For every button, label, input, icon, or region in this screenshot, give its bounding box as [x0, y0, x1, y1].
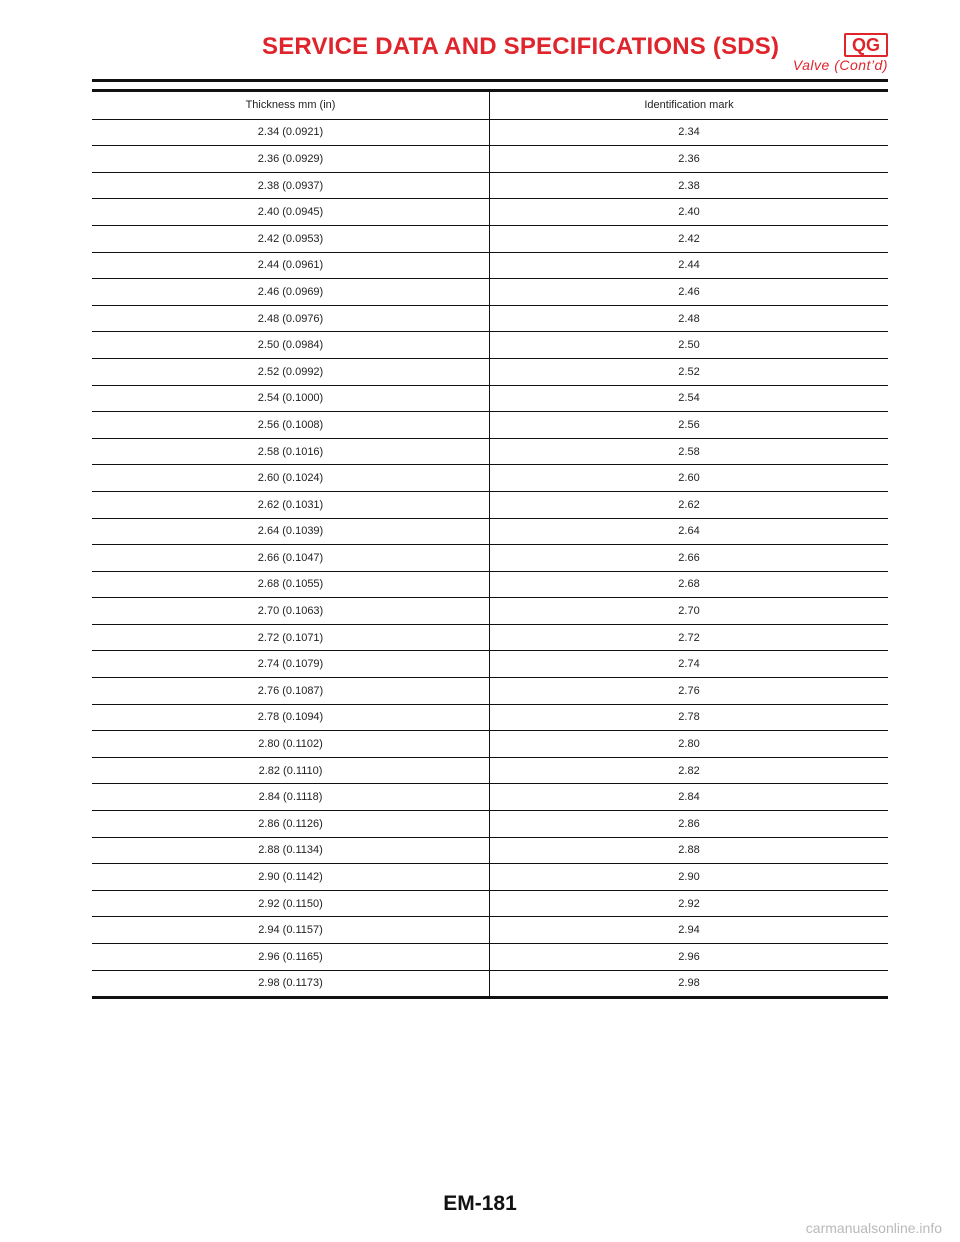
table-row	[92, 704, 888, 731]
identification-mark-cell: 2.80	[678, 738, 700, 751]
thickness-cell: 2.44 (0.0961)	[92, 253, 490, 279]
identification-mark-cell: 2.88	[678, 844, 700, 857]
identification-mark-cell: 2.72	[678, 631, 700, 644]
thickness-cell: 2.54 (0.1000)	[92, 386, 490, 412]
table-row	[92, 677, 888, 704]
table-row	[92, 597, 888, 624]
table-row	[92, 970, 888, 997]
thickness-cell: 2.62 (0.1031)	[92, 492, 490, 518]
table-row	[92, 252, 888, 279]
table-row	[92, 278, 888, 305]
table-row	[92, 491, 888, 518]
identification-mark-cell: 2.38	[678, 179, 700, 192]
thickness-cell: 2.66 (0.1047)	[92, 545, 490, 571]
thickness-cell: 2.98 (0.1173)	[92, 971, 490, 997]
table-row	[92, 544, 888, 571]
identification-mark-cell: 2.62	[678, 498, 700, 511]
table-row	[92, 650, 888, 677]
identification-mark-cell: 2.56	[678, 418, 700, 431]
table-row	[92, 916, 888, 943]
page-header	[92, 30, 888, 80]
table-row	[92, 757, 888, 784]
table-row	[92, 624, 888, 651]
thickness-cell: 2.80 (0.1102)	[92, 731, 490, 757]
thickness-cell: 2.74 (0.1079)	[92, 651, 490, 677]
thickness-cell: 2.86 (0.1126)	[92, 811, 490, 837]
identification-mark-cell: 2.90	[678, 871, 700, 884]
identification-mark-cell: 2.68	[678, 578, 700, 591]
thickness-cell: 2.42 (0.0953)	[92, 226, 490, 252]
table-row	[92, 863, 888, 890]
table-row	[92, 225, 888, 252]
identification-mark-cell: 2.66	[678, 551, 700, 564]
identification-mark-cell: 2.52	[678, 365, 700, 378]
identification-mark-cell: 2.70	[678, 605, 700, 618]
thickness-cell: 2.60 (0.1024)	[92, 465, 490, 491]
identification-mark-cell: 2.54	[678, 392, 700, 405]
table-row	[92, 385, 888, 412]
table-row	[92, 145, 888, 172]
thickness-cell: 2.88 (0.1134)	[92, 838, 490, 864]
thickness-cell: 2.82 (0.1110)	[92, 758, 490, 784]
section-subtitle: Valve (Cont’d)	[792, 57, 888, 73]
page-number: EM-181	[443, 1192, 517, 1215]
column-header-identification: Identification mark	[644, 99, 734, 112]
thickness-cell: 2.52 (0.0992)	[92, 359, 490, 385]
thickness-cell: 2.76 (0.1087)	[92, 678, 490, 704]
table-row	[92, 890, 888, 917]
thickness-cell: 2.84 (0.1118)	[92, 784, 490, 810]
thickness-cell: 2.34 (0.0921)	[92, 120, 490, 146]
identification-mark-cell: 2.34	[678, 126, 700, 139]
thickness-cell: 2.92 (0.1150)	[92, 891, 490, 917]
thickness-cell: 2.68 (0.1055)	[92, 572, 490, 598]
thickness-table	[92, 89, 888, 999]
table-row	[92, 198, 888, 225]
table-row	[92, 411, 888, 438]
thickness-cell: 2.90 (0.1142)	[92, 864, 490, 890]
thickness-cell: 2.96 (0.1165)	[92, 944, 490, 970]
thickness-cell: 2.38 (0.0937)	[92, 173, 490, 199]
identification-mark-cell: 2.44	[678, 259, 700, 272]
table-row	[92, 172, 888, 199]
table-row	[92, 571, 888, 598]
table-header-row	[92, 92, 888, 119]
thickness-cell: 2.78 (0.1094)	[92, 705, 490, 731]
identification-mark-cell: 2.50	[678, 339, 700, 352]
identification-mark-cell: 2.94	[678, 924, 700, 937]
identification-mark-cell: 2.98	[678, 977, 700, 990]
table-row	[92, 730, 888, 757]
identification-mark-cell: 2.46	[678, 285, 700, 298]
identification-mark-cell: 2.78	[678, 711, 700, 724]
identification-mark-cell: 2.92	[678, 897, 700, 910]
table-row	[92, 438, 888, 465]
identification-mark-cell: 2.82	[678, 764, 700, 777]
table-row	[92, 518, 888, 545]
identification-mark-cell: 2.86	[678, 817, 700, 830]
table-row	[92, 119, 888, 146]
table-row	[92, 837, 888, 864]
column-header-thickness: Thickness mm (in)	[92, 92, 490, 119]
identification-mark-cell: 2.60	[678, 472, 700, 485]
identification-mark-cell: 2.76	[678, 684, 700, 697]
identification-mark-cell: 2.84	[678, 791, 700, 804]
table-row	[92, 358, 888, 385]
table-row	[92, 783, 888, 810]
engine-badge: QG	[844, 33, 888, 57]
thickness-cell: 2.46 (0.0969)	[92, 279, 490, 305]
thickness-cell: 2.50 (0.0984)	[92, 332, 490, 358]
table-row	[92, 810, 888, 837]
identification-mark-cell: 2.40	[678, 206, 700, 219]
thickness-cell: 2.48 (0.0976)	[92, 306, 490, 332]
table-row	[92, 305, 888, 332]
thickness-cell: 2.72 (0.1071)	[92, 625, 490, 651]
identification-mark-cell: 2.48	[678, 312, 700, 325]
identification-mark-cell: 2.64	[678, 525, 700, 538]
page-title: SERVICE DATA AND SPECIFICATIONS (SDS)	[262, 33, 780, 60]
identification-mark-cell: 2.42	[678, 232, 700, 245]
header-rule	[92, 79, 888, 82]
thickness-cell: 2.56 (0.1008)	[92, 412, 490, 438]
identification-mark-cell: 2.74	[678, 658, 700, 671]
thickness-cell: 2.70 (0.1063)	[92, 598, 490, 624]
thickness-cell: 2.40 (0.0945)	[92, 199, 490, 225]
table-row	[92, 464, 888, 491]
identification-mark-cell: 2.36	[678, 152, 700, 165]
thickness-cell: 2.36 (0.0929)	[92, 146, 490, 172]
table-row	[92, 943, 888, 970]
table-row	[92, 331, 888, 358]
thickness-cell: 2.58 (0.1016)	[92, 439, 490, 465]
identification-mark-cell: 2.58	[678, 445, 700, 458]
thickness-cell: 2.64 (0.1039)	[92, 519, 490, 545]
thickness-cell: 2.94 (0.1157)	[92, 917, 490, 943]
watermark: carmanualsonline.info	[805, 1220, 942, 1236]
identification-mark-cell: 2.96	[678, 950, 700, 963]
